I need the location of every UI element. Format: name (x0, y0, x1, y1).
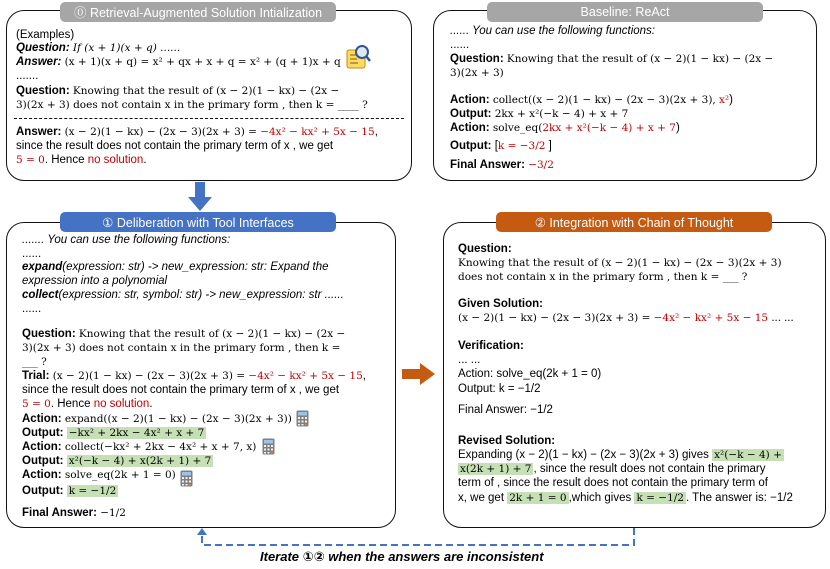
p1-action3: Action: solve_eq(2k + 1 = 0) (22, 469, 176, 481)
p1-dots1: ...... (22, 248, 42, 260)
p2-revised-line3: term of , since the result does not contain the primary term of (458, 477, 769, 489)
p2-question-label: Question: (458, 243, 512, 255)
p1-expand-def2: expression into a polynomial (22, 275, 168, 287)
p1-question-line2: 3)(2x + 3) does not contain x in the primary form , then k = (22, 342, 341, 354)
calculator-icon (180, 470, 193, 487)
example-answer: Answer: (x + 1)(x + q) = x² + qx + x + q = x² + (q + 1)x + q (16, 56, 341, 68)
p0-divider (14, 118, 404, 119)
p0-question-line1: Question: Knowing that the result of (x − 2)(1 − kx) − (2x − (16, 85, 340, 97)
iterate-caption: Iterate ①② when the answers are inconsistent (260, 549, 544, 564)
bl-intro: ...... You can use the following functions: (450, 25, 656, 37)
panel-retrieval-title: ⓪ Retrieval-Augmented Solution Intialization (60, 2, 336, 22)
iterate-loop-arrow (190, 528, 640, 550)
bl-question-line1: Question: Knowing that the result of (x − 2)(1 − kx) − (2x − (450, 53, 774, 65)
bl-output1: Output: 2kx + x²(−k − 4) + x + 7 (450, 108, 629, 120)
p1-output3: Output: k = −1/2 (22, 485, 117, 497)
p2-revised-line4: x, we get 2k + 1 = 0 ,which gives k = −1/2 . The answer is: −1/2 (458, 492, 793, 504)
calculator-icon (296, 410, 309, 427)
search-document-icon (344, 43, 372, 71)
calculator-icon (262, 438, 275, 455)
p1-question-line1: Question: Knowing that the result of (x − 2)(1 − kx) − (2x − (22, 328, 346, 340)
p1-trial-line1: Trial: (x − 2)(1 − kx) − (2x − 3)(2x + 3) = −4x² − kx² + 5x − 15, (22, 370, 366, 382)
p1-output1: Output: −kx² + 2kx − 4x² + x + 7 (22, 427, 205, 439)
p1-output2: Output: x²(−k − 4) + x(2k + 1) + 7 (22, 455, 212, 467)
p1-intro: ....... You can use the following functions: (22, 234, 231, 246)
bl-output2: Output: [k = −3/2 ] (450, 140, 552, 152)
p1-trial-line3: 5 = 0. Hence no solution. (22, 398, 153, 410)
examples-label: (Examples) (16, 29, 75, 41)
bl-final: Final Answer: −3/2 (450, 159, 554, 171)
example-dots: ....... (16, 70, 39, 82)
bl-question-line2: 3)(2x + 3) (450, 67, 504, 79)
p1-question-line3: ___ ? (22, 356, 47, 368)
p2-given-expr: (x − 2)(1 − kx) − (2x − 3)(2x + 3) = −4x² − kx² + 5x − 15 ... ... (458, 312, 794, 324)
p2-given-label: Given Solution: (458, 298, 543, 310)
p2-verification-final: Final Answer: −1/2 (458, 404, 553, 416)
p2-verification-dots: ... ... (458, 354, 481, 366)
p2-revised-label: Revised Solution: (458, 435, 556, 447)
p2-verification-action: Action: solve_eq(2k + 1 = 0) (458, 368, 602, 380)
p1-final: Final Answer: −1/2 (22, 507, 126, 519)
example-question: Question: If (x + 1)(x + q) ...... (16, 42, 181, 54)
p1-action2: Action: collect(−kx² + 2kx − 4x² + x + 7, x) (22, 441, 257, 453)
p0-answer-line3: 5 = 0. Hence no solution. (16, 154, 147, 166)
down-arrow-icon (186, 182, 214, 212)
p2-verification-output: Output: k = −1/2 (458, 383, 541, 395)
p0-answer-line1: Answer: (x − 2)(1 − kx) − (2x − 3)(2x + 3) = −4x² − kx² + 5x − 15, (16, 126, 378, 138)
p1-collect-def: collect(expression: str, symbol: str) -> new_expression: str ...... (22, 289, 344, 301)
p2-revised-line1: Expanding (x − 2)(1 − kx) − (2x − 3)(2x + 3) gives x²(−k − 4) + (458, 449, 782, 461)
bl-dots: ...... (450, 39, 470, 51)
right-arrow-icon (402, 362, 436, 386)
panel-integration-title: ② Integration with Chain of Thought (496, 212, 772, 232)
p1-dots2: ...... (22, 303, 42, 315)
bl-action1: Action: collect((x − 2)(1 − kx) − (2x − 3)(2x + 3), x²) (450, 94, 733, 106)
p2-question-line1: Knowing that the result of (x − 2)(1 − kx) − (2x − 3)(2x + 3) (458, 257, 782, 269)
p2-revised-line2: x(2k + 1) + 7 , since the result does not contain the primary (460, 463, 766, 475)
p0-answer-line2: since the result does not contain the primary term of x , we get (16, 140, 334, 152)
p2-verification-label: Verification: (458, 340, 524, 352)
p1-expand-def: expand(expression: str) -> new_expression: str: Expand the (22, 261, 329, 273)
p2-question-line2: does not contain x in the primary form , then k = ___ ? (458, 271, 748, 283)
panel-baseline-title: Baseline: ReAct (487, 2, 763, 22)
p1-action1: Action: expand((x − 2)(1 − kx) − (2x − 3)(2x + 3)) (22, 413, 292, 425)
p0-question-line2: 3)(2x + 3) does not contain x in the primary form , then k = ____ ? (16, 99, 368, 111)
p1-trial-line2: since the result does not contain the primary term of x , we get (22, 384, 340, 396)
panel-deliberation-title: ① Deliberation with Tool Interfaces (60, 212, 336, 232)
bl-action2: Action: solve_eq(2kx + x²(−k − 4) + x + 7) (450, 122, 680, 134)
